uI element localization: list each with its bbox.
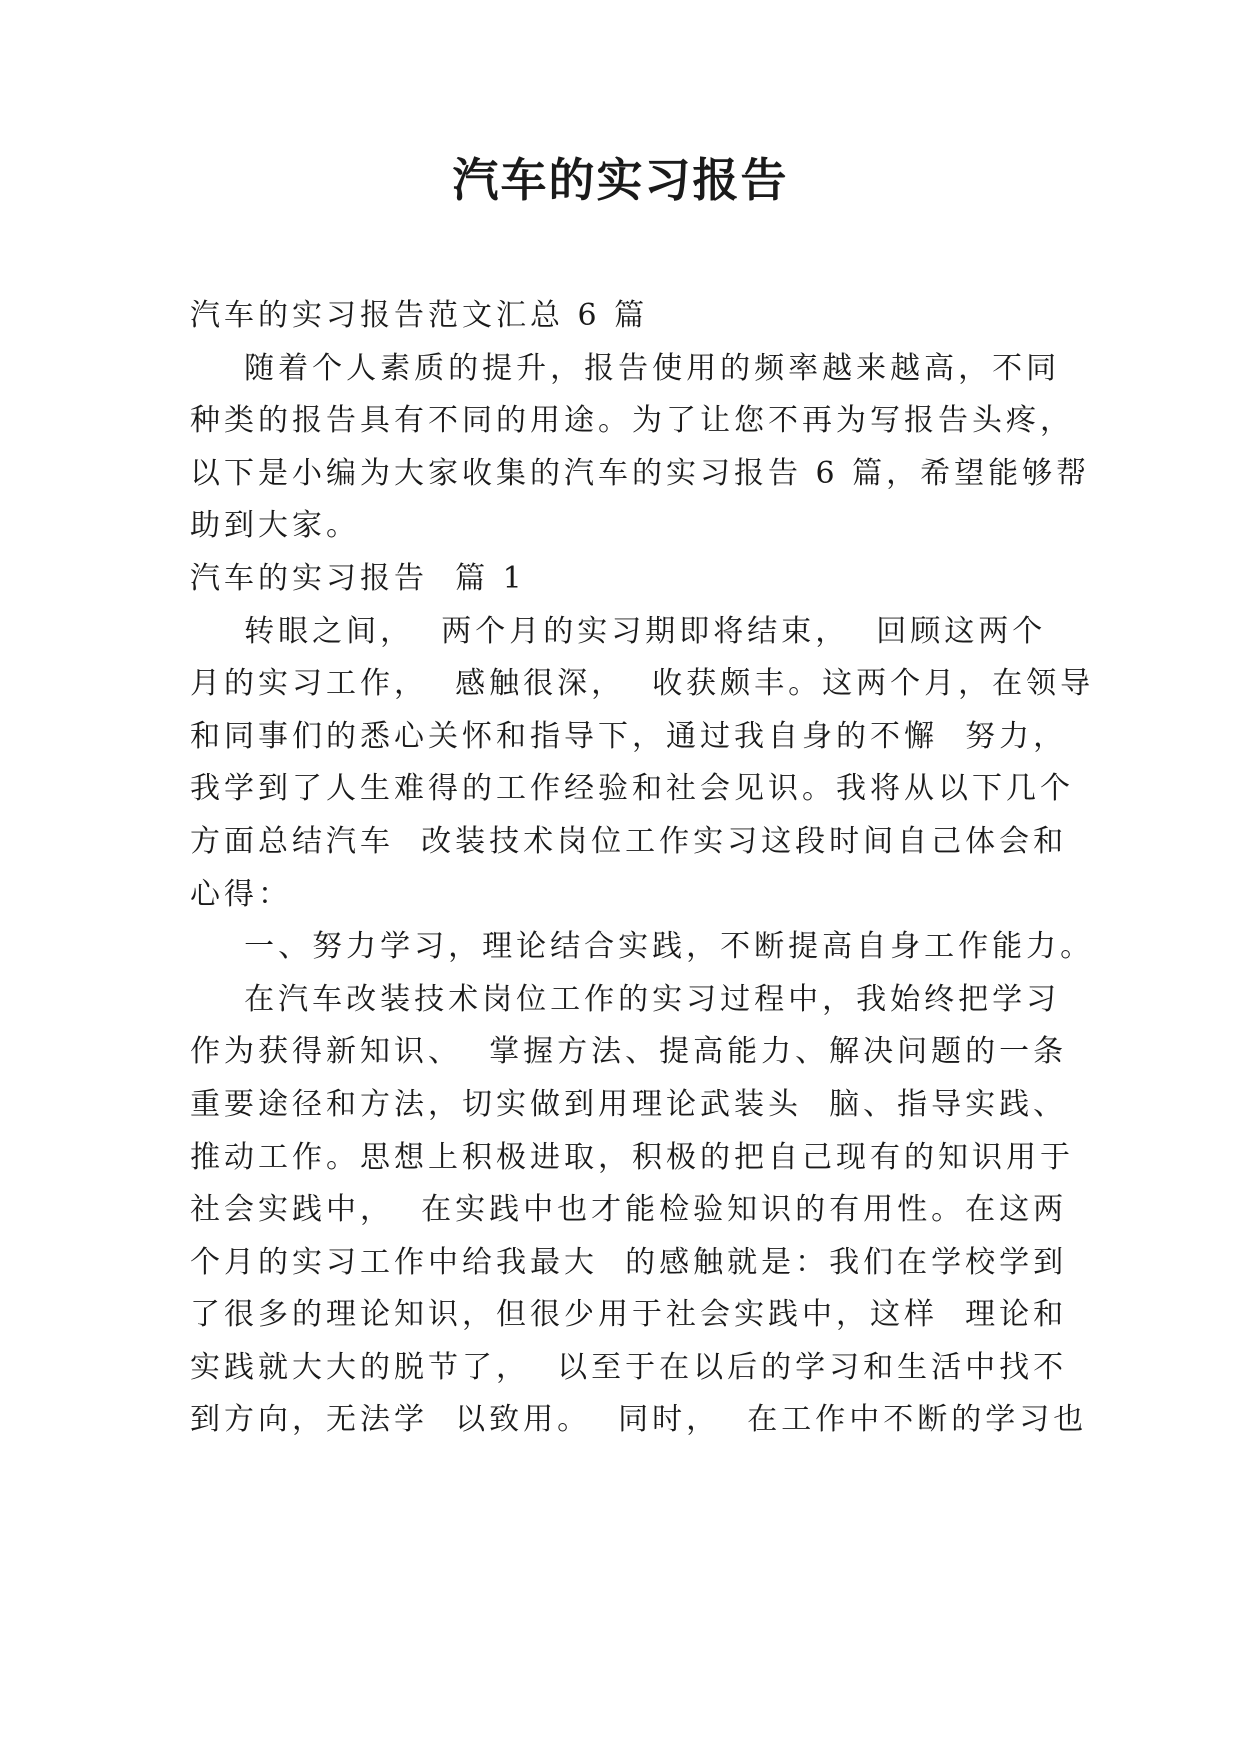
body-line: 我学到了人生难得的工作经验和社会见识。我将从以下几个 bbox=[190, 771, 1074, 807]
body-line: 以下是小编为大家收集的汽车的实习报告 6 篇，希望能够帮 bbox=[190, 455, 1091, 491]
body-line: 一、努力学习，理论结合实践，不断提高自身工作能力。 bbox=[190, 929, 1095, 965]
body-line: 实践就大大的脱节了， 以至于在以后的学习和生活中找不 bbox=[190, 1349, 1068, 1385]
body-line: 种类的报告具有不同的用途。为了让您不再为写报告头疼， bbox=[190, 403, 1074, 439]
body-line: 到方向，无法学 以致用。 同时， 在工作中不断的学习也 bbox=[190, 1402, 1088, 1438]
body-line: 随着个人素质的提升，报告使用的频率越来越高，不同 bbox=[190, 350, 1061, 386]
body-line: 个月的实习工作中给我最大 的感触就是：我们在学校学到 bbox=[190, 1244, 1068, 1280]
body-line: 助到大家。 bbox=[190, 508, 360, 544]
body-line: 了很多的理论知识，但很少用于社会实践中，这样 理论和 bbox=[190, 1297, 1068, 1333]
body-line: 重要途径和方法，切实做到用理论武装头 脑、指导实践、 bbox=[190, 1086, 1068, 1122]
body-line: 和同事们的悉心关怀和指导下，通过我自身的不懈 努力， bbox=[190, 718, 1068, 754]
body-line: 心得： bbox=[190, 876, 292, 912]
document-body bbox=[190, 290, 1095, 1447]
body-line: 作为获得新知识、 掌握方法、提高能力、解决问题的一条 bbox=[190, 1034, 1068, 1070]
body-line: 转眼之间， 两个月的实习期即将结束， 回顾这两个 bbox=[190, 613, 1047, 649]
body-line: 社会实践中， 在实践中也才能检验知识的有用性。在这两 bbox=[190, 1192, 1068, 1228]
document-title: 汽车的实习报告 bbox=[452, 153, 789, 207]
body-line: 在汽车改装技术岗位工作的实习过程中，我始终把学习 bbox=[190, 981, 1061, 1017]
body-line: 汽车的实习报告范文汇总 6 篇 bbox=[190, 298, 649, 333]
body-line: 月的实习工作， 感触很深， 收获颇丰。这两个月，在领导 bbox=[190, 666, 1095, 702]
body-line: 推动工作。思想上积极进取，积极的把自己现有的知识用于 bbox=[190, 1139, 1074, 1175]
section-heading: 汽车的实习报告 篇 1 bbox=[190, 560, 526, 596]
body-line: 方面总结汽车 改装技术岗位工作实习这段时间自己体会和 bbox=[190, 823, 1068, 859]
